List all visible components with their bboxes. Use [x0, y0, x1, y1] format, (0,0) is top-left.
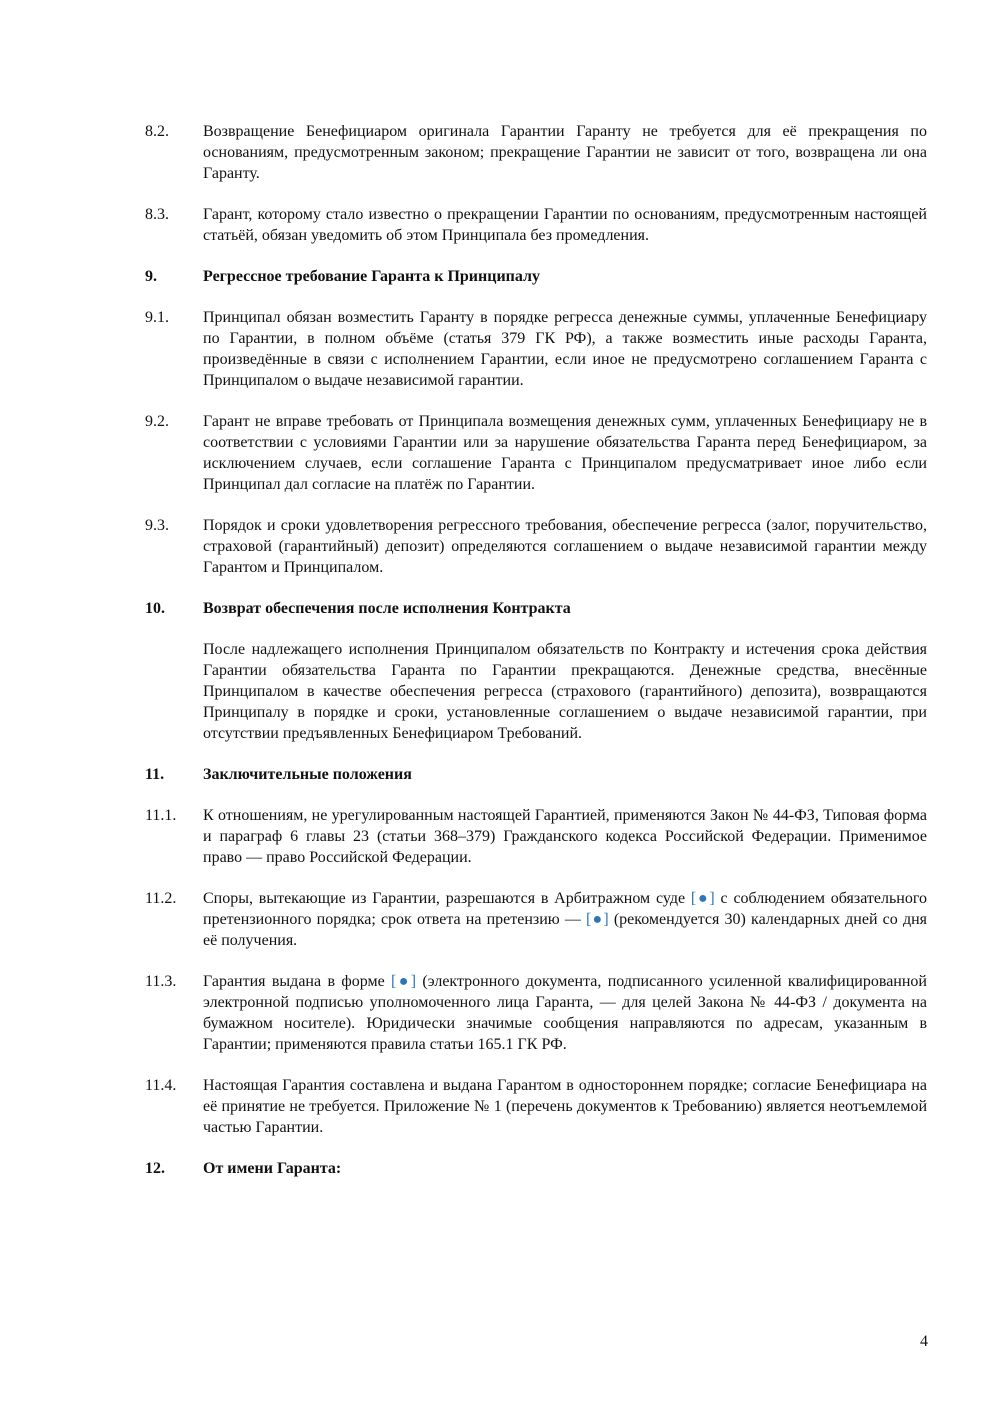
section-title: Возврат обеспечения после исполнения Контракта: [203, 600, 571, 617]
clause-11-3: [145, 971, 927, 1055]
section-title: От имени Гаранта:: [203, 1160, 342, 1177]
clause-number: 11.3.: [145, 973, 177, 990]
clause-number: 11.4.: [145, 1077, 177, 1094]
clause-text: Порядок и сроки удовлетворения регрессного требования, обеспечение регресса (залог, поручительство, страховой (гарантийный) депозит) определяются соглашением о выдаче независимой гарантии между Гарантом и Принципалом.: [203, 517, 927, 576]
section-heading-12: [145, 1158, 927, 1179]
clause-number: 9.1.: [145, 309, 169, 326]
clause-text: Споры, вытекающие из Гарантии, разрешаются в Арбитражном суде [●] с соблюдением обязательного претензионного порядка; срок ответа на претензию — [●] (рекомендуется 30) календарных дней со дня её получения.: [203, 890, 928, 949]
clause-text: Гарант не вправе требовать от Принципала возмещения денежных сумм, уплаченных Бенефициару не в соответствии с условиями Гарантии или за нарушение обязательства Гаранта перед Бенефициаром, за исключением случаев, если соглашение Гаранта с Принципалом предусматривает иное либо если Принципал дал согласие на платёж по Гарантии.: [203, 413, 927, 493]
placeholder-marker: [●]: [391, 973, 417, 990]
section-title: Заключительные положения: [203, 766, 412, 783]
clause-number: 8.2.: [145, 123, 169, 140]
clause-9-1: [145, 307, 927, 391]
placeholder-marker: [●]: [690, 890, 715, 907]
section-heading-9: [145, 266, 927, 287]
clause-number: 11.2.: [145, 890, 177, 907]
clause-text: После надлежащего исполнения Принципалом обязательств по Контракту и истечения срока действия Гарантии обязательства Гаранта по Гарантии прекращаются. Денежные средства, внесённые Принципалом в качестве обеспечения регресса (страхового (гарантийного) депозита), возвращаются Принципалу в порядке и сроки, установленные соглашением о выдаче независимой гарантии, при отсутствии предъявленных Бенефициаром Требований.: [203, 641, 927, 742]
clause-8-3: [145, 204, 927, 246]
clause-text: Принципал обязан возместить Гаранту в порядке регресса денежные суммы, уплаченные Бенефициару по Гарантии, в полном объёме (статья 379 ГК РФ), а также возместить иные расходы Гаранта, произведённые в связи с исполнением Гарантии, если иное не предусмотрено соглашением Гаранта с Принципалом о выдаче независимой гарантии.: [203, 309, 927, 389]
clause-8-2: [145, 121, 927, 184]
placeholder-marker: [●]: [586, 911, 609, 928]
clause-number: 8.3.: [145, 206, 169, 223]
clause-number: 9.3.: [145, 517, 169, 534]
clause-number: 9.2.: [145, 413, 169, 430]
clause-11-2: [145, 888, 927, 951]
clause-text: Возвращение Бенефициаром оригинала Гарантии Гаранту не требуется для её прекращения по основаниям, предусмотренным законом; прекращение Гарантии не зависит от того, возвращена ли она Гаранту.: [203, 123, 927, 182]
section-title: Регрессное требование Гаранта к Принципалу: [203, 268, 540, 285]
section-heading-11: [145, 764, 927, 785]
section-number: 11.: [145, 766, 165, 783]
clause-number: 11.1.: [145, 807, 177, 824]
clause-9-2: [145, 411, 927, 495]
clause-11-1: [145, 805, 927, 868]
section-number: 9.: [145, 268, 157, 285]
clause-11-4: [145, 1075, 927, 1138]
section-10-paragraph: [145, 639, 927, 744]
page-number: 4: [920, 1333, 928, 1350]
document-body: [145, 121, 927, 1199]
clause-text: Настоящая Гарантия составлена и выдана Гарантом в одностороннем порядке; согласие Бенефициара на её принятие не требуется. Приложение № 1 (перечень документов к Требованию) является неотъемлемой частью Гарантии.: [203, 1077, 927, 1136]
clause-text: Гарантия выдана в форме [●] (электронного документа, подписанного усиленной квалифицированной электронной подписью уполномоченного лица Гаранта, — для целей Закона № 44-ФЗ / документа на бумажном носителе). Юридически значимые сообщения направляются по адресам, указанным в Гарантии; применяются правила статьи 165.1 ГК РФ.: [203, 973, 927, 1053]
clause-text: Гарант, которому стало известно о прекращении Гарантии по основаниям, предусмотренным настоящей статьёй, обязан уведомить об этом Принципала без промедления.: [203, 206, 927, 244]
section-heading-10: [145, 598, 927, 619]
clause-text: К отношениям, не урегулированным настоящей Гарантией, применяются Закон № 44-ФЗ, Типовая форма и параграф 6 главы 23 (статьи 368–379) Гражданского кодекса Российской Федерации. Применимое право — право Российской Федерации.: [203, 807, 927, 866]
section-number: 10.: [145, 600, 165, 617]
section-number: 12.: [145, 1160, 165, 1177]
clause-9-3: [145, 515, 927, 578]
